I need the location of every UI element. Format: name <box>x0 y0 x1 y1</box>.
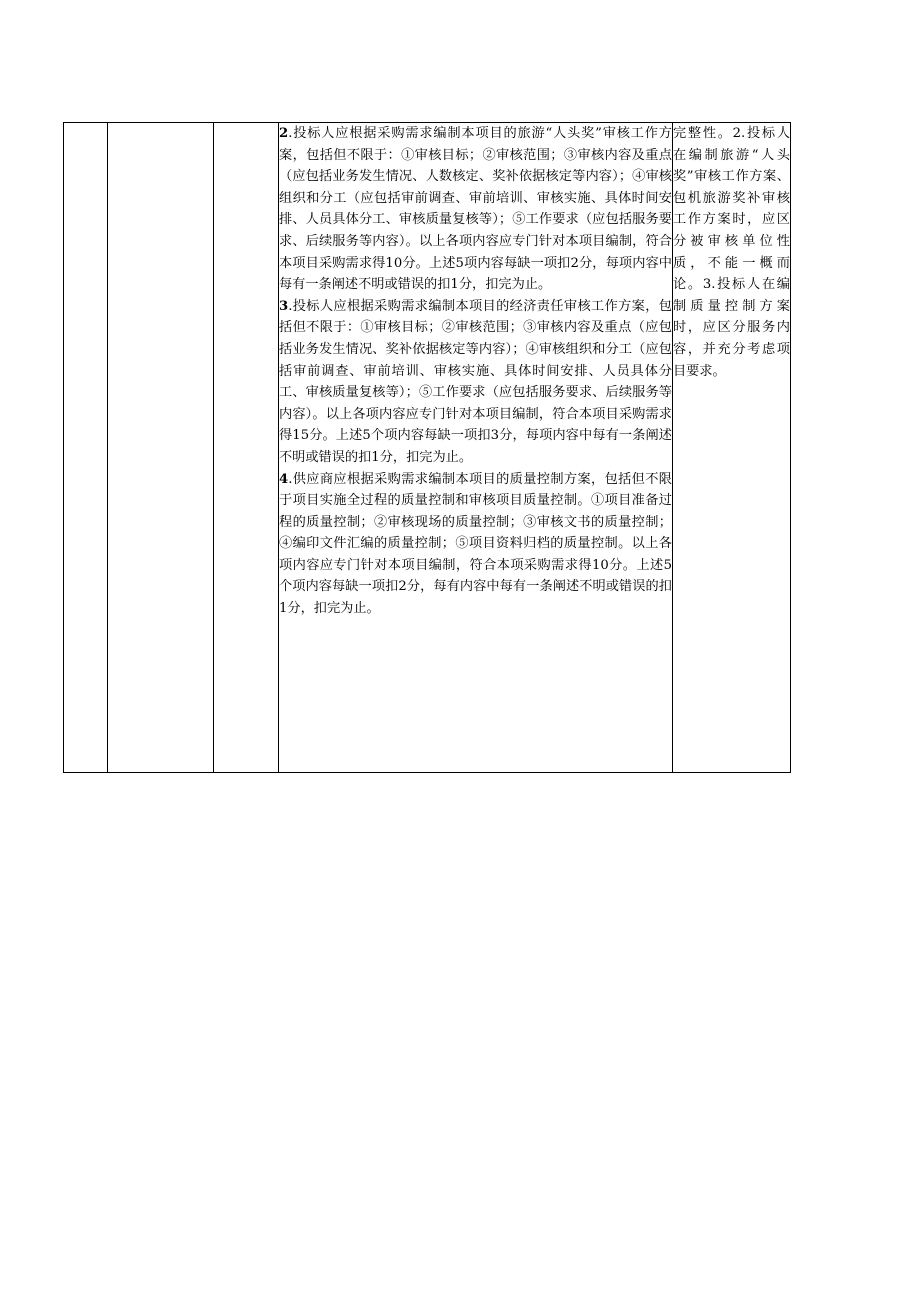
table-row <box>64 123 791 773</box>
cell-col2 <box>108 123 214 773</box>
criterion-text: .投标人应根据采购需求编制本项目的经济责任审核工作方案，包括但不限于：①审核目标；②审核范围；③审核内容及重点（应包括业务发生情况、奖补依据核定等内容）；④审核组织和分工（应包括审前调查、审前培训、审核实施、具体时间安排、人员具体分工、审核质量复核等）；⑤工作要求（应包括服务要求、后续服务等内容）。以上各项内容应专门针对本项目编制，符合本项目采购需求得15分。上述5个项内容每缺一项扣3分，每项内容中每有一条阐述不明或错误的扣1分，扣完为止。 <box>279 298 672 465</box>
cell-col3 <box>214 123 279 773</box>
criterion-number: 2 <box>279 126 289 141</box>
criterion-3 <box>279 296 672 469</box>
criterion-4 <box>279 469 672 620</box>
criterion-2 <box>279 123 672 296</box>
criterion-text: .供应商应根据采购需求编制本项目的质量控制方案，包括但不限于项目实施全过程的质量控制和审核项目质量控制。①项目准备过程的质量控制；②审核现场的质量控制；③审核文书的质量控制；④编印文件汇编的质量控制；⑤项目资料归档的质量控制。以上各项内容应专门针对本项目编制，符合本项采购需求得10分。上述5个项内容每缺一项扣2分，每有内容中每有一条阐述不明或错误的扣1分，扣完为止。 <box>279 471 672 617</box>
criterion-number: 4 <box>279 471 289 487</box>
cell-col1 <box>64 123 108 773</box>
notes-text: 完整性。2.投标人在编制旅游“人头奖”审核工作方案、包机旅游奖补审核工作方案时，应区分被审核单位性质，不能一概而论。3.投标人在编制质量控制方案时，应区分服务内容，并充分考虑项目要求。 <box>673 126 790 379</box>
criterion-text: .投标人应根据采购需求编制本项目的旅游“人头奖”审核工作方案，包括但不限于：①审核目标；②审核范围；③审核内容及重点（应包括业务发生情况、人数核定、奖补依据核定等内容）；④审核组织和分工（应包括审前调查、审前培训、审核实施、具体时间安排、人员具体分工、审核质量复核等）；⑤工作要求（应包括服务要求、后续服务等内容）。以上各项内容应专门针对本项目编制，符合本项目采购需求得10分。上述5项内容每缺一项扣2分，每项内容中每有一条阐述不明或错误的扣1分，扣完为止。 <box>279 126 672 293</box>
criterion-number: 3 <box>279 298 289 314</box>
notes-cell <box>673 123 791 773</box>
criteria-cell <box>279 123 673 773</box>
scoring-table <box>63 122 791 773</box>
